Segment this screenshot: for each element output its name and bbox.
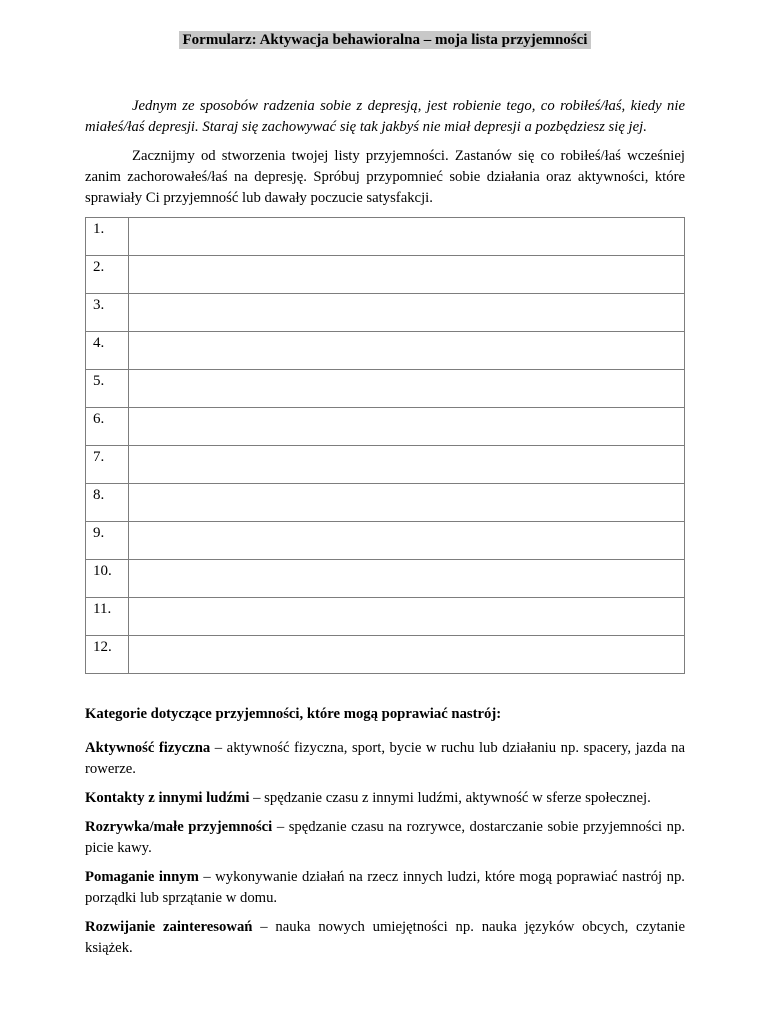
pleasure-entry-cell[interactable] xyxy=(129,598,685,636)
pleasure-entry-cell[interactable] xyxy=(129,408,685,446)
pleasure-entry-cell[interactable] xyxy=(129,636,685,674)
table-row xyxy=(86,560,685,598)
row-number: 1. xyxy=(86,218,129,256)
row-number: 11. xyxy=(86,598,129,636)
row-number: 10. xyxy=(86,560,129,598)
row-number: 8. xyxy=(86,484,129,522)
table-row xyxy=(86,408,685,446)
intro-paragraph-2: Zacznijmy od stworzenia twojej listy przyjemności. Zastanów się co robiłeś/łaś wcześniej zanim zachorowałeś/łaś na depresję. Spróbuj przypomnieć sobie działania oraz aktywności, które sprawiały Ci przyjemność lub dawały poczucie satysfakcji. xyxy=(85,148,685,206)
pleasure-entry-cell[interactable] xyxy=(129,446,685,484)
row-number: 6. xyxy=(86,408,129,446)
pleasure-entry-cell[interactable] xyxy=(129,218,685,256)
table-row xyxy=(86,370,685,408)
category-item xyxy=(85,738,685,780)
table-row xyxy=(86,446,685,484)
pleasure-entry-cell[interactable] xyxy=(129,560,685,598)
category-description: – spędzanie czasu na rozrywce, dostarczanie sobie przyjemności np. picie kawy. xyxy=(85,819,686,856)
category-term: Aktywność fizyczna xyxy=(85,740,211,756)
category-description: – aktywność fizyczna, sport, bycie w ruchu lub działaniu np. spacery, jazda na rowerze. xyxy=(85,740,685,777)
table-row xyxy=(86,522,685,560)
table-row xyxy=(86,256,685,294)
pleasure-entry-cell[interactable] xyxy=(129,256,685,294)
pleasure-table-body xyxy=(86,218,685,674)
page-title xyxy=(85,30,685,51)
pleasure-list-table xyxy=(85,217,685,674)
pleasure-entry-cell[interactable] xyxy=(129,294,685,332)
table-row xyxy=(86,484,685,522)
row-number: 7. xyxy=(86,446,129,484)
table-row xyxy=(86,332,685,370)
row-number: 2. xyxy=(86,256,129,294)
pleasure-entry-cell[interactable] xyxy=(129,522,685,560)
category-item xyxy=(85,917,685,959)
category-description: – spędzanie czasu z innymi ludźmi, aktywność w sferze społecznej. xyxy=(249,790,651,806)
table-row xyxy=(86,294,685,332)
category-item xyxy=(85,817,685,859)
category-term: Pomaganie innym xyxy=(85,869,199,885)
row-number: 5. xyxy=(86,370,129,408)
categories-heading: Kategorie dotyczące przyjemności, które mogą poprawiać nastrój: xyxy=(85,706,502,722)
pleasure-entry-cell[interactable] xyxy=(129,484,685,522)
row-number: 9. xyxy=(86,522,129,560)
table-row xyxy=(86,598,685,636)
intro-paragraph-1: Jednym ze sposobów radzenia sobie z depresją, jest robienie tego, co robiłeś/łaś, kiedy nie miałeś/łaś depresji. Staraj się zachowywać się tak jakbyś nie miał depresji a pozbędziesz się jej. xyxy=(85,98,685,135)
pleasure-entry-cell[interactable] xyxy=(129,370,685,408)
category-description: – wykonywanie działań na rzecz innych ludzi, które mogą poprawiać nastrój np. porządki lub sprzątanie w domu. xyxy=(85,869,685,906)
row-number: 4. xyxy=(86,332,129,370)
category-term: Kontakty z innymi ludźmi xyxy=(85,790,250,806)
row-number: 12. xyxy=(86,636,129,674)
row-number: 3. xyxy=(86,294,129,332)
table-row xyxy=(86,218,685,256)
pleasure-entry-cell[interactable] xyxy=(129,332,685,370)
category-term: Rozwijanie zainteresowań xyxy=(85,919,253,935)
category-description: – nauka nowych umiejętności np. nauka języków obcych, czytanie książek. xyxy=(85,919,685,956)
page-title-highlight: Formularz: Aktywacja behawioralna – moja lista przyjemności xyxy=(179,31,592,49)
table-row xyxy=(86,636,685,674)
category-term: Rozrywka/małe przyjemności xyxy=(85,819,273,835)
category-item xyxy=(85,867,685,909)
categories-list xyxy=(85,738,685,959)
category-item xyxy=(85,788,685,809)
